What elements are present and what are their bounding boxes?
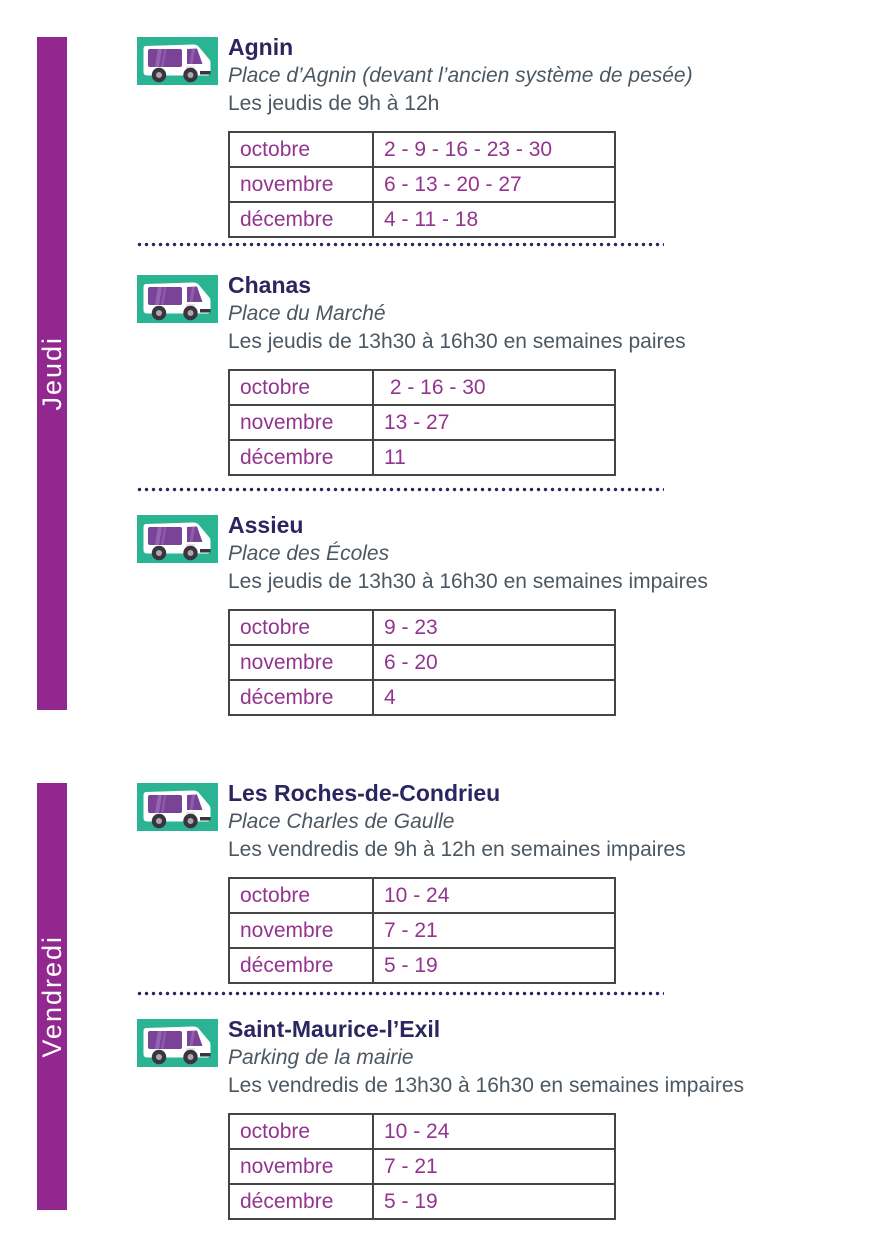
table-dates-cell: 5 - 19 <box>374 947 614 982</box>
table-dates-cell: 6 - 20 <box>374 644 614 679</box>
table-month-cell: novembre <box>230 912 374 947</box>
table-month-cell: octobre <box>230 133 374 166</box>
table-month-cell: novembre <box>230 1148 374 1183</box>
dotted-separator <box>137 487 664 492</box>
table-dates-cell: 10 - 24 <box>384 1120 450 1143</box>
table-dates-cell: 11 <box>374 439 614 474</box>
van-icon <box>137 1019 218 1067</box>
table-dates-cell: 2 - 9 - 16 - 23 - 30 <box>384 138 553 161</box>
schedule-table <box>228 131 616 238</box>
town-place: Place d’Agnin (devant l’ancien système de pesée) <box>228 64 693 87</box>
table-month-cell: novembre <box>230 166 374 201</box>
table-month-cell: octobre <box>230 611 374 644</box>
van-icon <box>137 515 218 563</box>
table-dates-cell: 7 - 21 <box>374 912 614 947</box>
town-name: Agnin <box>228 34 294 60</box>
town-place: Place Charles de Gaulle <box>228 810 455 833</box>
town-place: Place du Marché <box>228 302 386 325</box>
table-month-cell: décembre <box>230 201 374 236</box>
schedule-table <box>228 369 616 476</box>
schedule-table <box>228 1113 616 1220</box>
table-month-cell: octobre <box>230 879 374 912</box>
table-month-cell: décembre <box>230 439 374 474</box>
town-place: Parking de la mairie <box>228 1046 414 1069</box>
table-month-cell: octobre <box>230 371 374 404</box>
table-month-cell: novembre <box>230 644 374 679</box>
dotted-separator <box>137 242 664 247</box>
table-month-cell: décembre <box>230 1183 374 1218</box>
town-schedule: Les jeudis de 9h à 12h <box>228 92 440 115</box>
schedule-table <box>228 609 616 716</box>
town-schedule: Les vendredis de 9h à 12h en semaines impaires <box>228 838 686 861</box>
day-label-jeudi: Jeudi <box>36 336 67 411</box>
schedule-table <box>228 877 616 984</box>
table-dates-cell: 4 - 11 - 18 <box>374 201 614 236</box>
town-name: Saint-Maurice-l’Exil <box>228 1016 441 1042</box>
town-name: Assieu <box>228 512 304 538</box>
van-icon <box>137 275 218 323</box>
table-dates-cell: 7 - 21 <box>374 1148 614 1183</box>
table-month-cell: octobre <box>230 1115 374 1148</box>
day-bar-jeudi <box>37 37 67 710</box>
table-dates-cell: 5 - 19 <box>374 1183 614 1218</box>
table-month-cell: décembre <box>230 947 374 982</box>
van-icon <box>137 783 218 831</box>
day-label-vendredi: Vendredi <box>36 935 67 1058</box>
table-dates-cell: 10 - 24 <box>384 884 450 907</box>
day-bar-vendredi <box>37 783 67 1210</box>
dotted-separator <box>137 991 664 996</box>
town-schedule: Les jeudis de 13h30 à 16h30 en semaines paires <box>228 330 686 353</box>
town-name: Les Roches-de-Condrieu <box>228 780 501 806</box>
table-dates-cell: 9 - 23 <box>384 616 438 639</box>
table-month-cell: décembre <box>230 679 374 714</box>
van-icon <box>137 37 218 85</box>
table-dates-cell: 6 - 13 - 20 - 27 <box>374 166 614 201</box>
town-place: Place des Écoles <box>228 542 390 565</box>
table-dates-cell: 2 - 16 - 30 <box>384 376 486 399</box>
town-name: Chanas <box>228 272 312 298</box>
town-schedule: Les vendredis de 13h30 à 16h30 en semaines impaires <box>228 1074 745 1097</box>
table-month-cell: novembre <box>230 404 374 439</box>
table-dates-cell: 13 - 27 <box>374 404 614 439</box>
table-dates-cell: 4 <box>374 679 614 714</box>
town-schedule: Les jeudis de 13h30 à 16h30 en semaines impaires <box>228 570 708 593</box>
